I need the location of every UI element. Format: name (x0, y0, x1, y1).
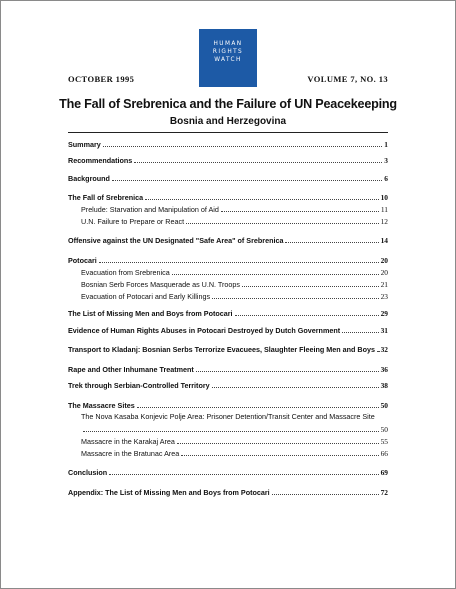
toc-entry-label: Conclusion (68, 468, 108, 477)
toc-entry-label: Summary (68, 140, 101, 149)
toc-entry (68, 155, 388, 165)
toc-page-number: 6 (384, 174, 388, 183)
logo-line: RIGHTS (212, 49, 244, 56)
toc-page-number: 1 (384, 140, 388, 149)
toc-entry (68, 380, 388, 390)
toc-entry-label: Massacre in the Karakaj Area (81, 437, 175, 446)
toc-page-number: 55 (380, 437, 388, 446)
toc-leader-dots (221, 204, 379, 212)
toc-entry (68, 400, 388, 410)
volume-number: VOLUME 7, NO. 13 (307, 74, 388, 84)
toc-subentry (81, 412, 388, 422)
page-subtitle: Bosnia and Herzegovina (169, 116, 287, 127)
toc-leader-dots (137, 400, 379, 408)
toc-page-number: 23 (380, 292, 388, 301)
toc-leader-dots (235, 308, 379, 316)
page-title: The Fall of Srebrenica and the Failure of UN Peacekeeping (59, 97, 397, 111)
toc-subentry (81, 448, 388, 458)
toc-leader-dots (285, 235, 378, 243)
toc-entry-label: Bosnian Serb Forces Masquerade as U.N. Troops (81, 280, 240, 289)
toc-subentry (81, 267, 388, 277)
toc-entry-label: Evacuation of Potocari and Early Killings (81, 292, 211, 301)
toc-leader-dots (172, 267, 379, 275)
toc-page-number: 14 (380, 236, 388, 245)
toc-entry (68, 308, 388, 318)
toc-page-number: 10 (380, 193, 388, 202)
hrw-logo (199, 29, 257, 87)
toc-entry (68, 192, 388, 202)
toc-leader-dots (83, 424, 379, 432)
toc-subentry (81, 216, 388, 226)
toc-page-number: 50 (380, 425, 388, 434)
toc-entry-label: Evidence of Human Rights Abuses in Potocari Destroyed by Dutch Government (68, 326, 341, 335)
toc-page-number: 29 (380, 309, 388, 318)
toc-page-number: 3 (384, 156, 388, 165)
toc-entry-label: Recommendations (68, 156, 133, 165)
toc-leader-dots (342, 325, 378, 333)
toc-entry (68, 364, 388, 374)
toc-subentry (81, 279, 388, 289)
toc-entry-label: The Massacre Sites (68, 401, 135, 410)
toc-leader-dots (134, 155, 382, 163)
issue-date: OCTOBER 1995 (68, 74, 135, 84)
toc-leader-dots (99, 255, 379, 263)
toc-entry-label: Prelude: Starvation and Manipulation of Aid (81, 205, 219, 214)
toc-leader-dots (177, 436, 379, 444)
toc-entry (68, 344, 388, 354)
toc-leader-dots (112, 173, 382, 181)
toc-page-number: 11 (380, 205, 388, 214)
toc-entry-label: Evacuation from Srebrenica (81, 268, 170, 277)
toc-page-number: 20 (380, 268, 388, 277)
toc-page-number: 36 (380, 365, 388, 374)
toc-leader-dots (377, 344, 379, 352)
toc-entry-label: U.N. Failure to Prepare or React (81, 217, 185, 226)
toc-entry-label: Appendix: The List of Missing Men and Boys from Potocari (68, 488, 270, 497)
toc-page-number: 50 (380, 401, 388, 410)
toc-subentry (81, 204, 388, 214)
toc-subentry (81, 436, 388, 446)
toc-entry (68, 255, 388, 265)
toc-leader-dots (196, 364, 379, 372)
toc-leader-dots (242, 279, 379, 287)
toc-leader-dots (103, 139, 383, 147)
toc-entry-label: Transport to Kladanj: Bosnian Serbs Terrorize Evacuees, Slaughter Fleeing Men and Boys (68, 345, 376, 354)
toc-leader-dots (272, 487, 379, 495)
toc-entry (68, 325, 388, 335)
toc-entry-label: Massacre in the Bratunac Area (81, 449, 180, 458)
toc-entry-label: The Nova Kasaba Konjevic Polje Area: Prisoner Detention/Transit Center and Massacre Site (81, 412, 375, 421)
toc-leader-dots (109, 467, 378, 475)
toc-leader-dots (212, 291, 379, 299)
logo-line: HUMAN (213, 41, 243, 47)
toc-entry (68, 467, 388, 477)
toc-page-number: 21 (380, 280, 388, 289)
toc-entry (68, 139, 388, 149)
logo-line: WATCH (214, 57, 242, 64)
toc-page-number: 32 (380, 345, 388, 354)
toc-subentry (81, 291, 388, 301)
toc-entry (68, 235, 388, 245)
toc-entry (68, 173, 388, 183)
toc-leader-dots (212, 380, 379, 388)
toc-leader-dots (181, 448, 378, 456)
toc-page-number: 66 (380, 449, 388, 458)
toc-entry-label: The Fall of Srebrenica (68, 193, 144, 202)
toc-page-number: 12 (380, 217, 388, 226)
toc-entry-label: The List of Missing Men and Boys from Potocari (68, 309, 233, 318)
toc-subentry (81, 424, 388, 434)
toc-page-number: 72 (380, 488, 388, 497)
toc-entry (68, 487, 388, 497)
title-divider (68, 132, 388, 133)
toc-leader-dots (186, 216, 379, 224)
toc-leader-dots (145, 192, 379, 200)
toc-page-number: 20 (380, 256, 388, 265)
toc-page-number: 69 (380, 468, 388, 477)
toc-entry-label: Offensive against the UN Designated "Safe Area" of Srebrenica (68, 236, 284, 245)
toc-entry-label: Rape and Other Inhumane Treatment (68, 365, 194, 374)
toc-entry-label: Potocari (68, 256, 97, 265)
toc-page-number: 31 (380, 326, 388, 335)
toc-entry-label: Trek through Serbian-Controlled Territory (68, 381, 210, 390)
toc-page-number: 38 (380, 381, 388, 390)
toc-entry-label: Background (68, 174, 110, 183)
